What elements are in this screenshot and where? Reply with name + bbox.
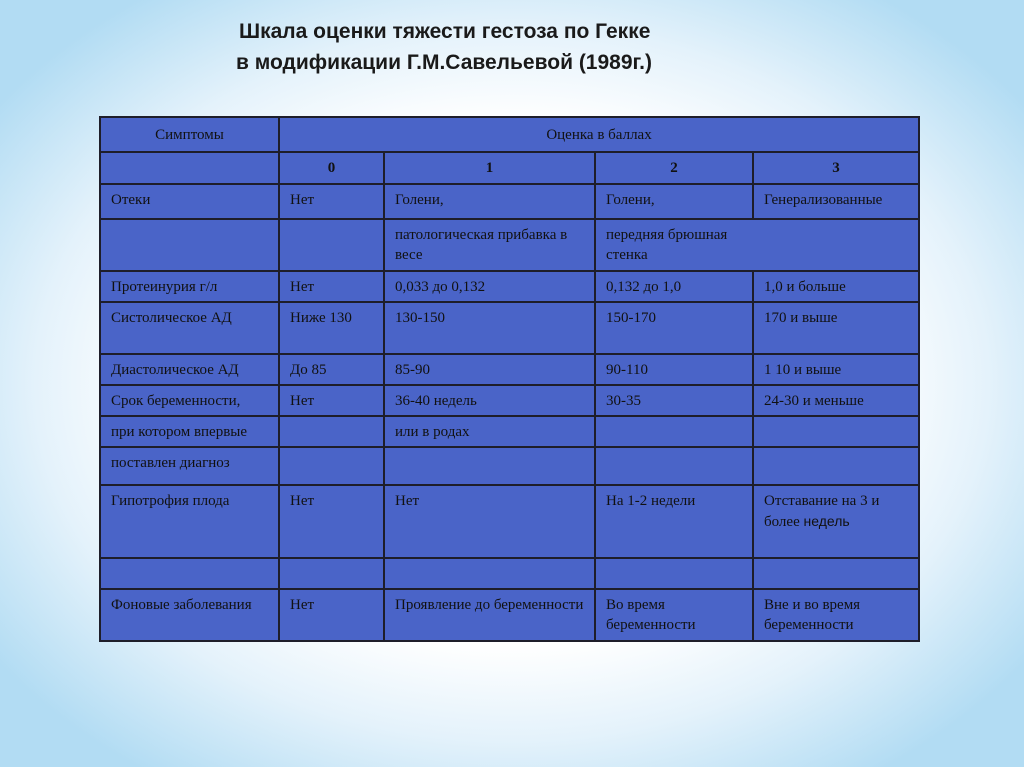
score-3-cell — [753, 416, 919, 447]
header-symptoms: Симптомы — [100, 117, 279, 152]
symptom-cell — [100, 558, 279, 589]
score-1-cell — [384, 558, 595, 589]
symptom-cell — [100, 219, 279, 271]
score-1-cell: Проявление до беременности — [384, 589, 595, 641]
score-0-cell: До 85 — [279, 354, 384, 385]
score-3-text-b: 3 и более — [764, 493, 880, 530]
table-header-row — [100, 117, 919, 152]
score-0-cell: Нет — [279, 271, 384, 302]
table-row-hypotrophy — [100, 485, 919, 558]
score-level-0: 0 — [279, 152, 384, 184]
score-0-cell: Нет — [279, 589, 384, 641]
symptom-cell: Диастолическое АД — [100, 354, 279, 385]
score-levels-row — [100, 152, 919, 184]
score-3-text-a: Отставание на — [764, 493, 861, 509]
score-levels-empty-cell — [100, 152, 279, 184]
score-2-cell: Голени, — [595, 184, 753, 219]
symptom-cell: Срок беременности, — [100, 385, 279, 416]
score-2-cell: 90-110 — [595, 354, 753, 385]
score-1-cell: Нет — [384, 485, 595, 558]
score-0-cell — [279, 447, 384, 485]
table-row-empty — [100, 558, 919, 589]
symptom-cell: Фоновые заболевания — [100, 589, 279, 641]
score-level-3: 3 — [753, 152, 919, 184]
score-3-text-c: недель — [803, 513, 850, 529]
table-row-term — [100, 385, 919, 416]
gestosis-severity-table — [99, 116, 920, 642]
score-3-cell: 170 и выше — [753, 302, 919, 354]
score-3-cell — [753, 485, 919, 558]
score-1-cell: патологическая прибавка в весе — [384, 219, 595, 271]
table-row-background — [100, 589, 919, 641]
score-2-cell — [595, 219, 919, 271]
score-0-cell: Нет — [279, 485, 384, 558]
score-3-cell: 24-30 и меньше — [753, 385, 919, 416]
table-row-diastolic — [100, 354, 919, 385]
slide-title — [236, 16, 652, 78]
score-0-cell — [279, 416, 384, 447]
score-2-cell: 150-170 — [595, 302, 753, 354]
score-0-cell: Ниже 130 — [279, 302, 384, 354]
title-line-2: в модификации Г.М.Савельевой (1989г.) — [236, 51, 653, 74]
score-3-cell: 1,0 и больше — [753, 271, 919, 302]
symptom-cell: Протеинурия г/л — [100, 271, 279, 302]
header-score: Оценка в баллах — [279, 117, 919, 152]
score-2-cell — [595, 447, 753, 485]
score-level-1: 1 — [384, 152, 595, 184]
title-line-1: Шкала оценки тяжести гестоза по Гекке — [239, 20, 651, 43]
score-1-cell: 85-90 — [384, 354, 595, 385]
score-2-cell: Во время беременности — [595, 589, 753, 641]
score-level-2: 2 — [595, 152, 753, 184]
score-2-cell — [595, 416, 753, 447]
score-3-cell: 1 10 и выше — [753, 354, 919, 385]
table-row-term-cont-2 — [100, 447, 919, 485]
score-0-cell — [279, 558, 384, 589]
score-0-cell: Нет — [279, 184, 384, 219]
score-1-cell — [384, 447, 595, 485]
symptom-cell: Систолическое АД — [100, 302, 279, 354]
table-row-edema-cont — [100, 219, 919, 271]
table-row-proteinuria — [100, 271, 919, 302]
score-3-cell — [753, 558, 919, 589]
score-2-cell: 0,132 до 1,0 — [595, 271, 753, 302]
score-3-cell: Вне и во время беременности — [753, 589, 919, 641]
score-2-cell: На 1-2 недели — [595, 485, 753, 558]
score-0-cell — [279, 219, 384, 271]
score-2-text: передняя брюшная стенка — [606, 227, 728, 263]
table-row-term-cont-1 — [100, 416, 919, 447]
symptom-cell: Гипотрофия плода — [100, 485, 279, 558]
score-1-cell: или в родах — [384, 416, 595, 447]
score-3-cell: Генерализованные — [753, 184, 919, 219]
score-1-cell: 36-40 недель — [384, 385, 595, 416]
score-1-cell: Голени, — [384, 184, 595, 219]
symptom-cell: Отеки — [100, 184, 279, 219]
score-1-cell: 0,033 до 0,132 — [384, 271, 595, 302]
score-2-cell — [595, 558, 753, 589]
score-2-cell: 30-35 — [595, 385, 753, 416]
table-row-systolic — [100, 302, 919, 354]
score-3-cell — [753, 447, 919, 485]
symptom-cell: поставлен диагноз — [100, 447, 279, 485]
score-0-cell: Нет — [279, 385, 384, 416]
table-row-edema — [100, 184, 919, 219]
symptom-cell: при котором впервые — [100, 416, 279, 447]
score-1-cell: 130-150 — [384, 302, 595, 354]
